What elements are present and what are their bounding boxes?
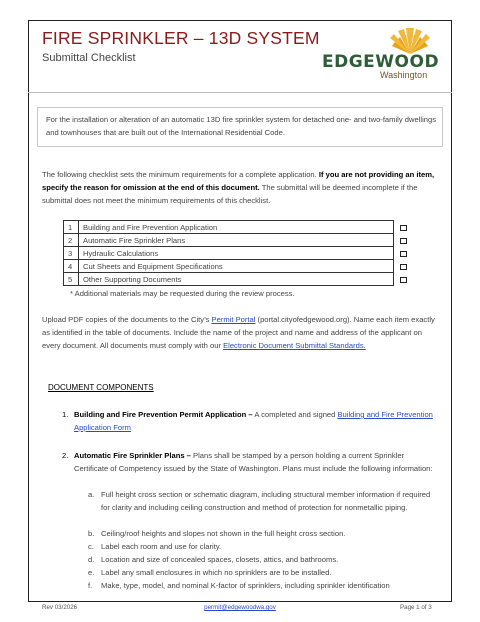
- doc-number: 2: [64, 234, 79, 247]
- doc-number: 4: [64, 260, 79, 273]
- component-lead: Building and Fire Prevention Permit Application –: [74, 410, 253, 419]
- sub-item-letter: b.: [88, 529, 95, 538]
- component-item: [62, 449, 436, 475]
- intro-text: For the installation or alteration of an automatic 13D fire sprinkler system for detached one- and two-family dwellings and townhouses that are built out of the International Residential Code.: [46, 115, 436, 137]
- upload-text: Upload PDF copies of the documents to the City’s: [42, 315, 212, 324]
- sub-item: [88, 579, 434, 592]
- requirements-text-2: The submittal will be deemed incomplete if the submittal does not meet the minimum requirements of this checklist.: [42, 183, 418, 205]
- logo-wordmark: EDGEWOOD: [322, 52, 440, 72]
- doc-label: Automatic Fire Sprinkler Plans: [79, 234, 394, 247]
- doc-label: Other Supporting Documents: [79, 273, 394, 286]
- requirements-bold-text: If you are not providing an item, specify the reason for omission at the end of this document.: [42, 170, 435, 192]
- component-lead: Automatic Fire Sprinkler Plans –: [74, 451, 191, 460]
- component-text: Plans shall be stamped by a person holding a current Sprinkler Certificate of Competency issued by the State of Washington. Plans must include the following information:: [74, 451, 433, 473]
- section-heading: DOCUMENT COMPONENTS: [48, 383, 154, 392]
- table-row: [64, 221, 394, 234]
- logo-subtext: Washington: [380, 70, 428, 80]
- sub-item: [88, 488, 434, 514]
- documents-table: [63, 220, 394, 286]
- sub-item-letter: f.: [88, 581, 93, 590]
- requirements-text: The following checklist sets the minimum requirements for a complete application.: [42, 170, 319, 179]
- document-subtitle: Submittal Checklist: [42, 52, 136, 64]
- sub-item-text: Make, type, model, and nominal K-factor of sprinklers, including sprinkler identification: [101, 581, 390, 590]
- checkbox-other-docs[interactable]: [400, 277, 407, 283]
- checkbox-hydraulic-calcs[interactable]: [400, 251, 407, 257]
- document-title: FIRE SPRINKLER – 13D SYSTEM: [42, 28, 320, 48]
- sub-item-text: Label each room and use for clarity.: [101, 542, 222, 551]
- upload-paragraph: [42, 313, 440, 352]
- sub-item: [88, 566, 434, 579]
- doc-label: Hydraulic Calculations: [79, 247, 394, 260]
- submittal-standards-link[interactable]: Electronic Document Submittal Standards.: [223, 341, 366, 350]
- requirements-paragraph: [42, 168, 440, 207]
- doc-label: Cut Sheets and Equipment Specifications: [79, 260, 394, 273]
- sub-item-letter: d.: [88, 555, 95, 564]
- permit-portal-link[interactable]: Permit Portal: [211, 315, 256, 324]
- table-row: [64, 247, 394, 260]
- table-row: [64, 273, 394, 286]
- sub-item: [88, 540, 434, 553]
- sub-item-text: Full height cross section or schematic diagram, including structural member information if required for clarity and including ceiling construction and method of protection for nonmetallic piping.: [101, 490, 431, 512]
- sub-item-text: Location and size of concealed spaces, closets, attics, and bathrooms.: [101, 555, 339, 564]
- header-divider: [28, 92, 452, 93]
- table-row: [64, 234, 394, 247]
- footer-email-link[interactable]: permit@edgewoodwa.gov: [204, 604, 276, 611]
- component-number: 1.: [62, 410, 69, 419]
- table-row: [64, 260, 394, 273]
- component-text: A completed and signed: [252, 410, 338, 419]
- doc-number: 5: [64, 273, 79, 286]
- application-form-link[interactable]: Building and Fire Prevention Application Form: [74, 410, 433, 432]
- sub-item-letter: e.: [88, 568, 95, 577]
- sub-item-letter: c.: [88, 542, 94, 551]
- footer-page-number: Page 1 of 3: [400, 604, 432, 611]
- upload-text-2: (portal.cityofedgewood.org). Name each item exactly as identified in the table of documents. Include the name of the project and name and address of the applicant on every document. All documents must comply with our: [42, 315, 435, 350]
- doc-number: 1: [64, 221, 79, 234]
- doc-label: Building and Fire Prevention Application: [79, 221, 394, 234]
- checkbox-sprinkler-plans[interactable]: [400, 238, 407, 244]
- checkbox-application[interactable]: [400, 225, 407, 231]
- sun-icon: [380, 27, 440, 55]
- table-footnote: * Additional materials may be requested during the review process.: [70, 289, 295, 298]
- footer-revision: Rev 03/2026: [42, 604, 78, 611]
- sub-item: [88, 527, 434, 540]
- checkbox-cut-sheets[interactable]: [400, 264, 407, 270]
- component-number: 2.: [62, 451, 69, 460]
- sub-item-text: Ceiling/roof heights and slopes not shown in the full height cross section.: [101, 529, 346, 538]
- sub-item-letter: a.: [88, 490, 95, 499]
- component-item: [62, 408, 436, 434]
- doc-number: 3: [64, 247, 79, 260]
- edgewood-logo: [322, 27, 442, 83]
- sub-item: [88, 553, 434, 566]
- sub-item-text: Label any small enclosures in which no sprinklers are to be installed.: [101, 568, 332, 577]
